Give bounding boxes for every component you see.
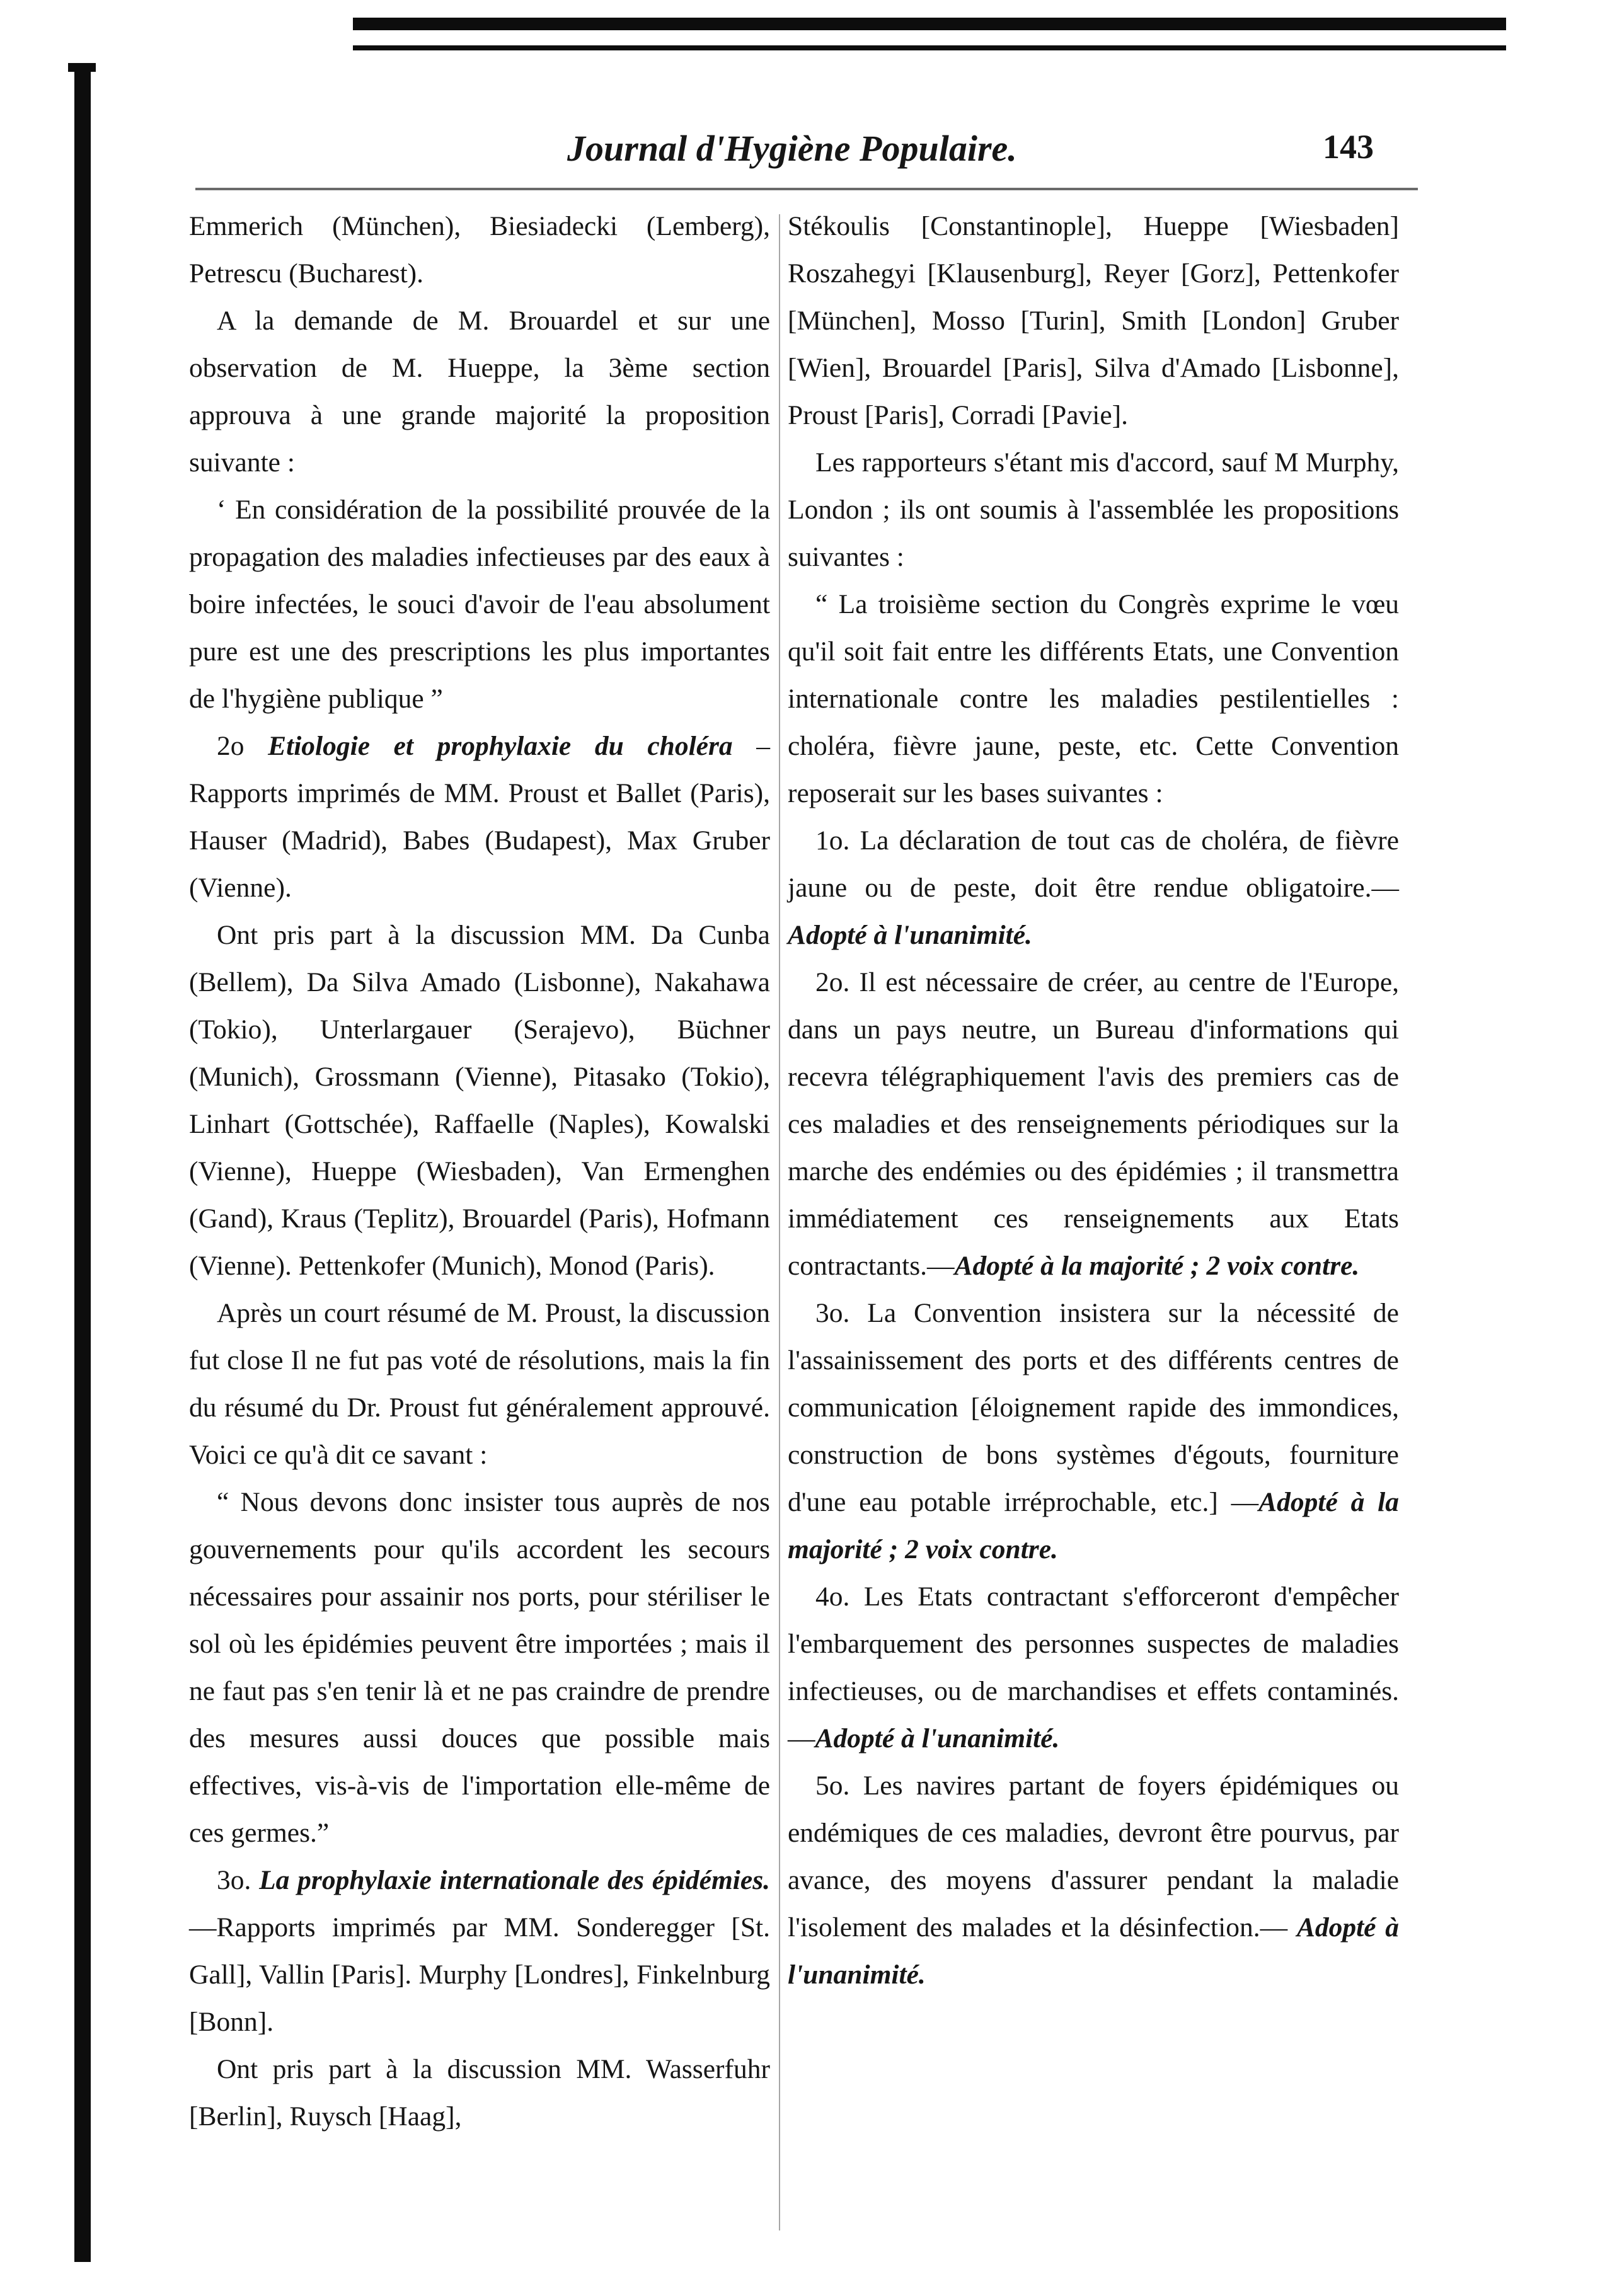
paragraph: Ont pris part à la discussion MM. Da Cunba (Bellem), Da Silva Amado (Lisbonne), Nakahawa (Tokio), Unterlargauer (Serajevo), Büchner (Munich), Grossmann (Vienne), Pitasako (Tokio), Linhart (Gottschée), Raffaelle (Naples), Kowalski (Vienne), Hueppe (Wiesbaden), Van Ermenghen (Gand), Kraus (Teplitz), Brouardel (Paris), Hofmann (Vienne). Pettenkofer (Munich), Monod (Paris). bbox=[189, 920, 770, 1281]
italic-phrase: Adopté à la majorité ; 2 voix contre. bbox=[954, 1251, 1360, 1281]
paragraph-text: 5o. Les navires partant de foyers épidémiques ou endémiques de ces maladies, devront être pourvus, par avance, des moyens d'assurer pendant la maladie l'isolement des malades et la désinfection.— bbox=[788, 1771, 1399, 1943]
column-divider bbox=[779, 214, 780, 2230]
paragraph-text: 3o. La Convention insistera sur la nécessité de l'assainissement des ports et des différents centres de communication [éloignement rapide des immondices, construction de bons systèmes d'égouts, fourniture d'une eau potable irréprochable, etc.] — bbox=[788, 1298, 1399, 1517]
paragraph: ‘ En considération de la possibilité prouvée de la propagation des maladies infectieuses par des eaux à boire infectées, le souci d'avoir de l'eau absolument pure est une des prescriptions les plus importantes de l'hygiène publique ” bbox=[189, 495, 770, 714]
italic-phrase: La prophylaxie internationale des épidémies. bbox=[259, 1865, 771, 1895]
scan-top-rule bbox=[353, 45, 1506, 50]
paragraph bbox=[189, 723, 770, 912]
left-column bbox=[189, 203, 770, 2238]
right-column bbox=[788, 203, 1399, 2238]
scan-left-edge bbox=[74, 69, 91, 2262]
journal-title: Journal d'Hygiène Populaire. bbox=[567, 128, 1017, 169]
italic-phrase: Etiologie et prophylaxie du choléra bbox=[268, 731, 733, 761]
paragraph bbox=[189, 1857, 770, 2046]
paragraph: Emmerich (München), Biesiadecki (Lemberg), Petrescu (Bucharest). bbox=[189, 211, 770, 289]
paragraph-text: 2o bbox=[217, 731, 268, 761]
paragraph bbox=[788, 1762, 1399, 1999]
italic-phrase: Adopté à la majorité ; 2 voix contre. bbox=[788, 1487, 1399, 1564]
paragraph-text: 2o. Il est nécessaire de créer, au centre de l'Europe, dans un pays neutre, un Bureau d'informations qui recevra télégraphiquement l'avis des premiers cas de ces maladies et des renseignements périodiques sur la marche des endémies ou des épidémies ; il transmettra immédiatement ces renseignements aux Etats contractants.— bbox=[788, 967, 1399, 1281]
paragraph: Ont pris part à la discussion MM. Wasserfuhr [Berlin], Ruysch [Haag], bbox=[189, 2054, 770, 2132]
paragraph-text: – Rapports imprimés de MM. Proust et Ballet (Paris), Hauser (Madrid), Babes (Budapest), Max Gruber (Vienne). bbox=[189, 731, 771, 903]
paragraph: “ Nous devons donc insister tous auprès de nos gouvernements pour qu'ils accordent les secours nécessaires pour assainir nos ports, pour stériliser le sol où les épidémies peuvent être importées ; mais il ne faut pas s'en tenir là et ne pas craindre de prendre des mesures aussi douces que possible mais effectives, vis-à-vis de l'importation elle-même de ces germes.” bbox=[189, 1487, 770, 1848]
paragraph: Stékoulis [Constantinople], Hueppe [Wiesbaden] Roszahegyi [Klausenburg], Reyer [Gorz], Pettenkofer [München], Mosso [Turin], Smith [London] Gruber [Wien], Brouardel [Paris], Silva d'Amado [Lisbonne], Proust [Paris], Corradi [Pavie]. bbox=[788, 211, 1399, 430]
paragraph: Les rapporteurs s'étant mis d'accord, sauf M Murphy, London ; ils ont soumis à l'assemblée les propositions suivantes : bbox=[788, 447, 1399, 572]
running-head bbox=[567, 127, 1374, 178]
paragraph-text: 4o. Les Etats contractant s'efforceront d'empêcher l'embarquement des personnes suspectes de maladies infectieuses, ou de marchandises et effets contaminés. — bbox=[788, 1581, 1399, 1754]
paragraph-text: 1o. La déclaration de tout cas de choléra, de fièvre jaune ou de peste, doit être rendue obligatoire.— bbox=[788, 825, 1399, 903]
italic-phrase: Adopté à l'unanimité. bbox=[815, 1723, 1060, 1754]
paragraph: “ La troisième section du Congrès exprime le vœu qu'il soit fait entre les différents Etats, une Convention internationale contre les maladies pestilentielles : choléra, fièvre jaune, peste, etc. Cette Convention reposerait sur les bases suivantes : bbox=[788, 589, 1399, 808]
paragraph bbox=[788, 1573, 1399, 1762]
paragraph bbox=[788, 1290, 1399, 1573]
paragraph bbox=[788, 817, 1399, 959]
header-rule bbox=[195, 188, 1418, 190]
italic-phrase: Adopté à l'unanimité. bbox=[788, 1912, 1399, 1990]
paragraph-text: 3o. bbox=[217, 1865, 260, 1895]
paragraph-text: —Rapports imprimés par MM. Sonderegger [St. Gall], Vallin [Paris]. Murphy [Londres], Finkelnburg [Bonn]. bbox=[189, 1912, 770, 2037]
paragraph bbox=[788, 959, 1399, 1290]
paragraph: A la demande de M. Brouardel et sur une observation de M. Hueppe, la 3ème section approuva à une grande majorité la proposition suivante : bbox=[189, 306, 770, 478]
italic-phrase: Adopté à l'unanimité. bbox=[788, 920, 1032, 950]
paragraph: Après un court résumé de M. Proust, la discussion fut close Il ne fut pas voté de résolutions, mais la fin du résumé du Dr. Proust fut généralement approuvé. Voici ce qu'à dit ce savant : bbox=[189, 1298, 770, 1470]
scan-top-bar bbox=[353, 18, 1506, 30]
page-number: 143 bbox=[1323, 128, 1374, 166]
